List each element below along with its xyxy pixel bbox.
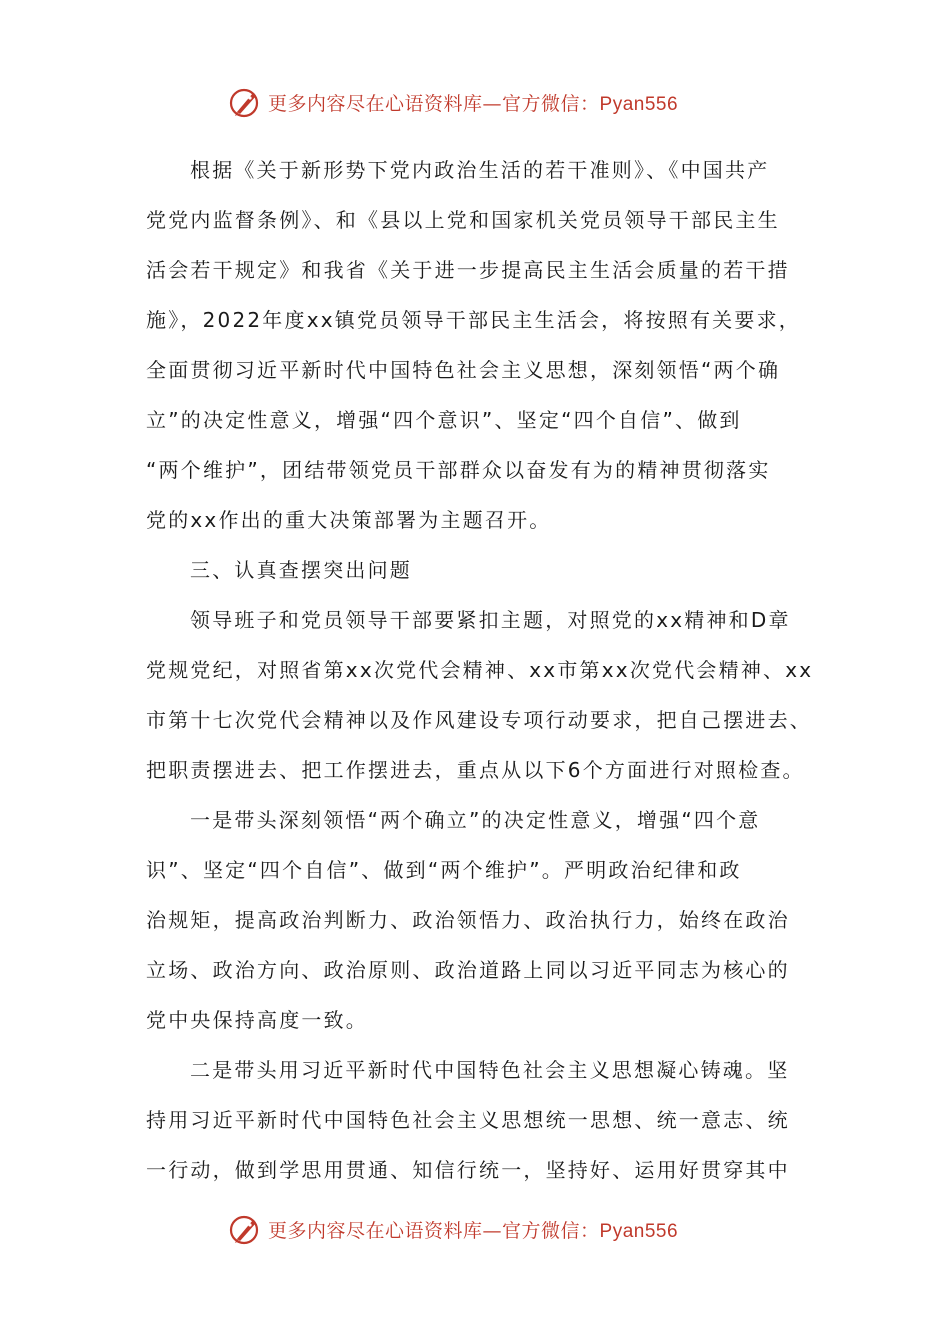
paragraph-line: 党党内监督条例》、和《县以上党和国家机关党员领导干部民主生 (146, 208, 780, 232)
paragraph-line: 施》，2022年度xx镇党员领导干部民主生活会，将按照有关要求， (146, 308, 801, 332)
paragraph-line: 党的xx作出的重大决策部署为主题召开。 (146, 508, 552, 532)
paragraph-line: 一行动，做到学思用贯通、知信行统一，坚持好、运用好贯穿其中 (146, 1158, 790, 1182)
paragraph-line: 立”的决定性意义，增强“四个意识”、坚定“四个自信”、做到 (146, 408, 742, 432)
header-watermark (228, 82, 678, 122)
watermark-text: 更多内容尽在心语资料库—官方微信：Pyan556 (268, 92, 679, 115)
pen-logo-icon (228, 1212, 262, 1246)
paragraph-line: 活会若干规定》和我省《关于进一步提高民主生活会质量的若干措 (146, 258, 790, 282)
paragraph-line: “两个维护”，团结带领党员干部群众以奋发有为的精神贯彻落实 (146, 458, 771, 482)
paragraph-line: 根据《关于新形势下党内政治生活的若干准则》、《中国共产 (190, 158, 770, 182)
paragraph-line: 一是带头深刻领悟“两个确立”的决定性意义，增强“四个意 (190, 808, 761, 832)
paragraph-line: 把职责摆进去、把工作摆进去，重点从以下6个方面进行对照检查。 (146, 758, 805, 782)
document-body (146, 145, 826, 1195)
footer-watermark (228, 1209, 678, 1249)
section-heading: 三、认真查摆突出问题 (190, 558, 412, 582)
paragraph-line: 市第十七次党代会精神以及作风建设专项行动要求，把自己摆进去、 (146, 708, 812, 732)
paragraph-line: 党中央保持高度一致。 (146, 1008, 368, 1032)
paragraph-line: 持用习近平新时代中国特色社会主义思想统一思想、统一意志、统 (146, 1108, 790, 1132)
watermark-text: 更多内容尽在心语资料库—官方微信：Pyan556 (268, 1219, 679, 1242)
paragraph-line: 治规矩，提高政治判断力、政治领悟力、政治执行力，始终在政治 (146, 908, 790, 932)
paragraph-line: 立场、政治方向、政治原则、政治道路上同以习近平同志为核心的 (146, 958, 790, 982)
paragraph-line: 党规党纪，对照省第xx次党代会精神、xx市第xx次党代会精神、xx (146, 658, 814, 682)
paragraph-line: 二是带头用习近平新时代中国特色社会主义思想凝心铸魂。坚 (190, 1058, 790, 1082)
paragraph-line: 全面贯彻习近平新时代中国特色社会主义思想，深刻领悟“两个确 (146, 358, 781, 382)
pen-logo-icon (228, 85, 262, 119)
paragraph-line: 识”、坚定“四个自信”、做到“两个维护”。严明政治纪律和政 (146, 858, 742, 882)
paragraph-line: 领导班子和党员领导干部要紧扣主题，对照党的xx精神和D章 (190, 608, 791, 632)
